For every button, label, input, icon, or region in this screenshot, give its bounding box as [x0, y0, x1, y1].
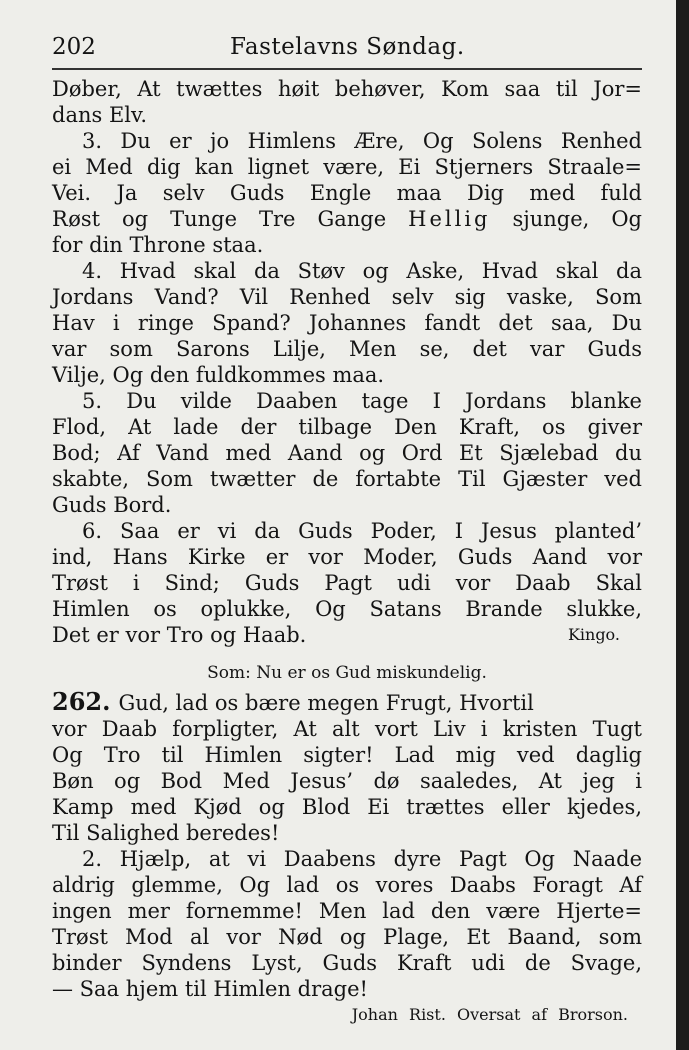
stanza-2-line: ingen mer fornemme! Men lad den være Hjerte=	[52, 899, 642, 923]
text-line: Døber, At twættes høit behøver, Kom saa til Jor=	[52, 77, 642, 101]
running-title: Fastelavns Søndag.	[230, 34, 465, 60]
stanza-5-line: Guds Bord.	[52, 493, 172, 517]
header-rule	[52, 68, 642, 70]
author-kingo: Kingo.	[567, 625, 620, 644]
stanza-3-line: Vei. Ja selv Guds Engle maa Dig med fuld	[52, 181, 642, 205]
stanza-2-line: aldrig glemme, Og lad os vores Daabs Foragt Af	[52, 873, 642, 897]
stanza-6-line: Trøst i Sind; Guds Pagt udi vor Daab Skal	[52, 571, 642, 595]
page-number: 202	[52, 34, 96, 60]
hymn-credit: Johan Rist. Oversat af Brorson.	[351, 1005, 628, 1024]
stanza-4-line: Hav i ringe Spand? Johannes fandt det saa, Du	[52, 311, 642, 335]
hymn-number: 262.	[52, 687, 111, 716]
stanza-3-line: 3. Du er jo Himlens Ære, Og Solens Renhed	[82, 129, 642, 153]
stanza-6-line: ind, Hans Kirke er vor Moder, Guds Aand vor	[52, 545, 642, 569]
stanza-3-line: ei Med dig kan lignet være, Ei Stjerners Straale=	[52, 155, 642, 179]
stanza-5-line: Bod; Af Vand med Aand og Ord Et Sjælebad du	[52, 441, 642, 465]
stanza-5-line: 5. Du vilde Daaben tage I Jordans blanke	[82, 389, 642, 413]
stanza-1-line: Bøn og Bod Med Jesus’ dø saaledes, At jeg i	[52, 769, 642, 793]
stanza-3-fragment: Røst og Tunge Tre Gange	[52, 207, 387, 231]
stanza-5-line: skabte, Som twætter de fortabte Til Gjæster ved	[52, 467, 642, 491]
stanza-2-line: Trøst Mod al vor Nød og Plage, Et Baand, som	[52, 925, 642, 949]
stanza-3-fragment: sjunge, Og	[512, 207, 642, 231]
stanza-2-line: 2. Hjælp, at vi Daabens dyre Pagt Og Naade	[82, 847, 642, 871]
hymn-262-first-line	[52, 688, 642, 716]
hellig-spaced-word: Hellig	[408, 207, 491, 231]
stanza-6-line: 6. Saa er vi da Guds Poder, I Jesus planted’	[82, 519, 642, 543]
stanza-1-line: Kamp med Kjød og Blod Ei trættes eller kjedes,	[52, 795, 642, 819]
stanza-6-line: Himlen os oplukke, Og Satans Brande slukke,	[52, 597, 642, 621]
text-line: dans Elv.	[52, 103, 148, 127]
stanza-5-line: Flod, At lade der tilbage Den Kraft, os giver	[52, 415, 642, 439]
stanza-1-line: Og Tro til Himlen sigter! Lad mig ved daglig	[52, 743, 642, 767]
stanza-3-line: for din Throne staa.	[52, 233, 264, 257]
stanza-4-line: 4. Hvad skal da Støv og Aske, Hvad skal da	[82, 259, 642, 283]
tune-indication: Som: Nu er os Gud miskundelig.	[207, 663, 487, 683]
stanza-4-line: var som Sarons Lilje, Men se, det var Guds	[52, 337, 642, 361]
stanza-2-line: binder Syndens Lyst, Guds Kraft udi de Svage,	[52, 951, 642, 975]
stanza-2-line: — Saa hjem til Himlen drage!	[52, 977, 368, 1001]
stanza-1-line: vor Daab forpligter, At alt vort Liv i kristen Tugt	[52, 717, 642, 741]
page-body	[52, 76, 642, 1028]
stanza-3-line	[52, 206, 642, 232]
stanza-4-line: Jordans Vand? Vil Renhed selv sig vaske, Som	[52, 285, 642, 309]
stanza-4-line: Vilje, Og den fuldkommes maa.	[52, 363, 385, 387]
stanza-1-line: Gud, lad os bære megen Frugt, Hvortil	[118, 691, 534, 715]
stanza-1-line: Til Salighed beredes!	[52, 821, 280, 845]
stanza-6-last-line	[52, 622, 642, 648]
page-header	[50, 28, 640, 64]
stanza-6-line: Det er vor Tro og Haab.	[52, 623, 307, 647]
